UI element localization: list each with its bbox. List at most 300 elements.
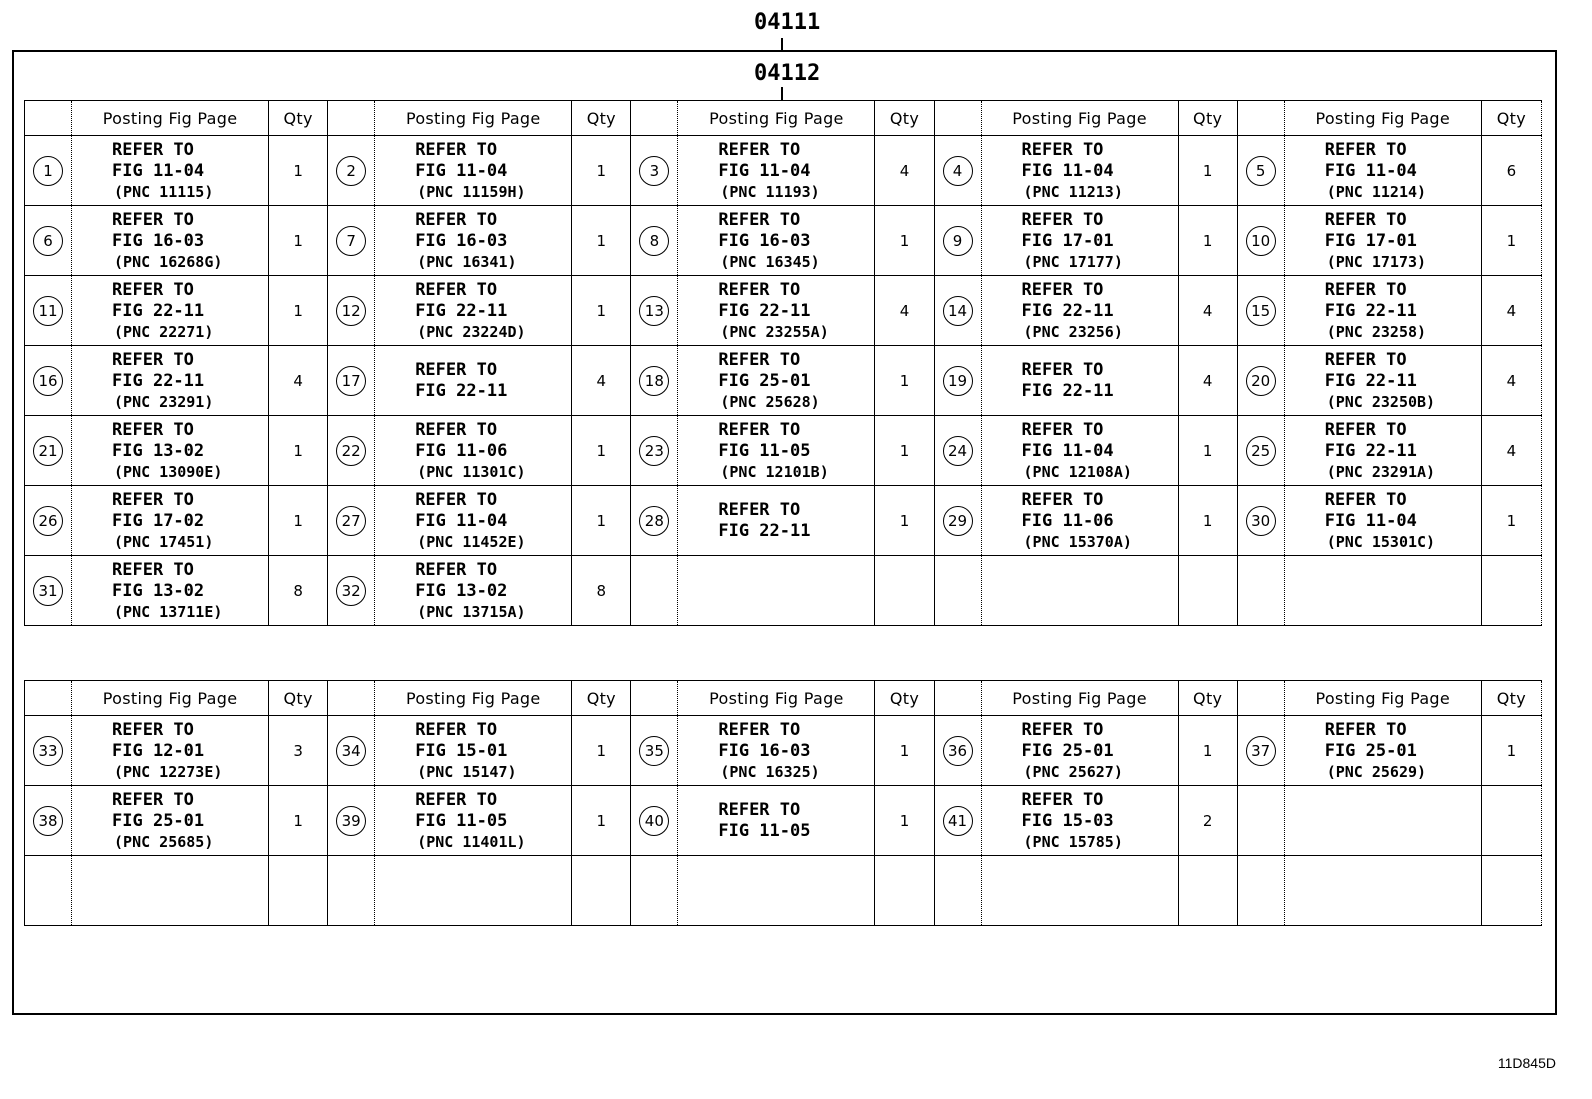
item-number-cell [1237,346,1284,416]
item-reference-cell [1284,856,1481,926]
qty-value: 1 [293,161,303,180]
pnc-code: (PNC 25628) [720,392,820,411]
item-qty-cell [572,276,631,346]
item-qty-cell [269,786,328,856]
item-reference-cell [375,276,572,346]
item-reference-cell [375,856,572,926]
item-reference-cell [981,716,1178,786]
header-number-cell [934,101,981,136]
refer-to-text: REFER TO [1324,139,1407,160]
item-reference-cell [981,276,1178,346]
item-qty-cell [1481,786,1541,856]
item-qty-cell [1481,346,1541,416]
pnc-code: (PNC 15785) [1023,832,1123,851]
item-number-cell [25,136,72,206]
header-qty-cell: Qty [269,101,328,136]
table-row [25,416,1542,486]
item-number-circle: 37 [1246,736,1276,766]
refer-to-text: REFER TO [1324,349,1407,370]
pnc-code: (PNC 25685) [114,832,214,851]
item-qty-cell [1481,206,1541,276]
item-number-cell [25,716,72,786]
item-number-cell [934,786,981,856]
item-reference-cell [678,486,875,556]
header-number-cell [25,101,72,136]
item-qty-cell [269,486,328,556]
refer-to-text: REFER TO [415,279,498,300]
qty-value: 1 [596,161,607,180]
fig-reference: FIG 22-11 [112,300,205,321]
item-reference-cell [981,206,1178,276]
item-reference-cell [375,486,572,556]
refer-to-text: REFER TO [112,419,194,440]
item-number-circle: 4 [943,156,973,186]
inner-group-label: 04112 [754,61,821,86]
diagram-code: 11D845D [1497,1055,1556,1071]
qty-value: 6 [1506,161,1517,180]
item-number-circle: 12 [336,296,366,326]
qty-value: 1 [899,231,910,250]
fig-reference: FIG 13-02 [112,580,205,601]
refer-to-text: REFER TO [415,139,498,160]
item-number-cell [1237,716,1284,786]
item-number-circle: 9 [943,226,973,256]
fig-reference: FIG 16-03 [718,230,811,251]
refer-to-text: REFER TO [415,489,498,510]
refer-to-text: REFER TO [718,419,801,440]
fig-reference: FIG 22-11 [718,520,811,541]
fig-reference: FIG 16-03 [415,230,508,251]
item-qty-cell [572,556,631,626]
refer-to-text: REFER TO [415,209,498,230]
qty-value: 1 [1202,741,1213,760]
item-qty-cell [1178,276,1237,346]
item-reference-cell [72,556,269,626]
pnc-code: (PNC 23258) [1326,322,1427,341]
item-number-cell [25,416,72,486]
refer-to-text: REFER TO [1324,719,1407,740]
item-number-cell [631,786,678,856]
header-number-cell [1237,101,1284,136]
refer-to-text: REFER TO [1021,209,1104,230]
qty-value: 1 [293,441,303,460]
item-qty-cell [1481,136,1541,206]
item-qty-cell [1178,486,1237,556]
item-number-cell [328,486,375,556]
header-fig-cell: Posting Fig Page [981,101,1178,136]
pnc-code: (PNC 22271) [114,322,214,341]
item-reference-cell [72,276,269,346]
item-number-cell [1237,786,1284,856]
pnc-code: (PNC 12273E) [114,762,223,781]
item-reference-cell [981,556,1178,626]
qty-value: 4 [899,161,910,180]
pnc-code: (PNC 17451) [114,532,214,551]
refer-to-text: REFER TO [1021,279,1104,300]
item-number-circle: 16 [33,366,63,396]
refer-to-text: REFER TO [1324,489,1407,510]
item-reference-cell [1284,206,1481,276]
qty-value: 1 [596,511,607,530]
refer-to-text: REFER TO [112,139,194,160]
refer-to-text: REFER TO [112,789,194,810]
fig-reference: FIG 22-11 [1021,380,1114,401]
item-number-cell [934,556,981,626]
item-number-circle: 26 [33,506,63,536]
item-qty-cell [875,486,934,556]
item-reference-cell [678,136,875,206]
item-number-cell [1237,206,1284,276]
pnc-code: (PNC 16325) [720,762,820,781]
item-qty-cell [269,556,328,626]
item-number-cell [1237,416,1284,486]
item-qty-cell [572,856,631,926]
header-qty-cell: Qty [875,681,934,716]
item-number-cell [631,276,678,346]
item-number-cell [934,486,981,556]
item-number-circle: 30 [1246,506,1276,536]
refer-to-text: REFER TO [718,209,801,230]
fig-reference: FIG 15-03 [1021,810,1114,831]
pnc-code: (PNC 11115) [114,182,214,201]
pnc-code: (PNC 15301C) [1326,532,1436,551]
item-number-cell [328,136,375,206]
item-reference-cell [375,206,572,276]
item-number-cell [25,276,72,346]
item-qty-cell [269,136,328,206]
item-number-circle: 40 [639,806,669,836]
item-number-cell [328,716,375,786]
item-reference-cell [1284,416,1481,486]
item-number-cell [25,346,72,416]
fig-reference: FIG 11-05 [718,440,811,461]
item-number-cell [1237,276,1284,346]
item-reference-cell [981,486,1178,556]
item-number-circle: 21 [33,436,63,466]
item-number-cell [631,856,678,926]
item-reference-cell [375,416,572,486]
header-fig-cell: Posting Fig Page [678,101,875,136]
item-reference-cell [1284,136,1481,206]
pnc-code: (PNC 13711E) [114,602,223,621]
fig-reference: FIG 17-01 [1021,230,1114,251]
table-row [25,206,1542,276]
table-row [25,856,1542,926]
pnc-code: (PNC 25629) [1326,762,1427,781]
pnc-code: (PNC 16345) [720,252,820,271]
pnc-code: (PNC 13715A) [417,602,526,621]
header-qty-cell: Qty [1178,681,1237,716]
qty-value: 1 [293,231,303,250]
item-qty-cell [269,716,328,786]
item-reference-cell [678,716,875,786]
qty-value: 4 [899,301,910,320]
item-reference-cell [981,416,1178,486]
item-number-cell [631,556,678,626]
refer-to-text: REFER TO [415,419,498,440]
item-number-cell [1237,486,1284,556]
item-reference-cell [72,416,269,486]
item-number-cell [328,276,375,346]
fig-reference: FIG 11-04 [1021,160,1114,181]
fig-reference: FIG 16-03 [112,230,205,251]
item-reference-cell [1284,556,1481,626]
item-number-circle: 5 [1246,156,1276,186]
fig-reference: FIG 13-02 [112,440,205,461]
item-number-circle: 29 [943,506,973,536]
header-qty-cell: Qty [1178,101,1237,136]
item-number-cell [25,786,72,856]
refer-to-text: REFER TO [718,279,801,300]
item-number-cell [328,786,375,856]
refer-to-text: REFER TO [1021,139,1104,160]
item-qty-cell [269,856,328,926]
item-reference-cell [981,136,1178,206]
refer-to-text: REFER TO [415,719,498,740]
item-reference-cell [375,136,572,206]
header-number-cell [328,681,375,716]
item-qty-cell [1178,856,1237,926]
item-number-cell [631,486,678,556]
fig-reference: FIG 11-06 [1021,510,1114,531]
item-qty-cell [875,716,934,786]
item-number-circle: 39 [336,806,366,836]
fig-reference: FIG 25-01 [1324,740,1417,761]
pnc-code: (PNC 16341) [417,252,517,271]
item-number-circle: 23 [639,436,669,466]
refer-to-text: REFER TO [1324,419,1407,440]
item-qty-cell [875,416,934,486]
item-number-cell [631,716,678,786]
item-number-circle: 27 [336,506,366,536]
item-qty-cell [875,556,934,626]
qty-value: 1 [899,811,910,830]
item-qty-cell [1178,416,1237,486]
refer-to-text: REFER TO [718,799,801,820]
header-number-cell [1237,681,1284,716]
header-number-cell [631,681,678,716]
qty-value: 1 [293,511,303,530]
pnc-code: (PNC 23256) [1023,322,1123,341]
pnc-code: (PNC 11159H) [417,182,526,201]
item-number-circle: 41 [943,806,973,836]
qty-value: 1 [1506,231,1517,250]
item-number-circle: 20 [1246,366,1276,396]
item-reference-cell [981,346,1178,416]
item-number-circle: 19 [943,366,973,396]
item-number-cell [25,486,72,556]
item-number-circle: 17 [336,366,366,396]
fig-reference: FIG 11-04 [718,160,811,181]
item-number-circle: 10 [1246,226,1276,256]
header-fig-cell: Posting Fig Page [1284,101,1481,136]
refer-to-text: REFER TO [112,209,194,230]
pnc-code: (PNC 11301C) [417,462,526,481]
reference-table-2 [24,680,1542,926]
table1-header-row [25,101,1542,136]
item-reference-cell [981,786,1178,856]
table-row [25,276,1542,346]
header-number-cell [328,101,375,136]
item-number-circle: 32 [336,576,366,606]
item-reference-cell [678,346,875,416]
header-qty-cell: Qty [572,681,631,716]
item-qty-cell [875,856,934,926]
qty-value: 1 [1202,231,1213,250]
item-reference-cell [72,346,269,416]
item-reference-cell [678,416,875,486]
item-number-circle: 35 [639,736,669,766]
pnc-code: (PNC 15147) [417,762,517,781]
item-qty-cell [1481,716,1541,786]
table2-header-row [25,681,1542,716]
refer-to-text: REFER TO [1021,419,1104,440]
qty-value: 8 [293,581,303,600]
item-reference-cell [72,856,269,926]
item-reference-cell [72,486,269,556]
pnc-code: (PNC 23291A) [1326,462,1436,481]
item-qty-cell [572,346,631,416]
table-row [25,786,1542,856]
qty-value: 4 [1506,441,1517,460]
item-number-cell [328,856,375,926]
header-fig-cell: Posting Fig Page [678,681,875,716]
item-reference-cell [375,556,572,626]
qty-value: 4 [1506,371,1517,390]
qty-value: 3 [293,741,303,760]
fig-reference: FIG 11-04 [1021,440,1114,461]
item-qty-cell [572,416,631,486]
fig-reference: FIG 11-04 [415,160,508,181]
item-qty-cell [1178,716,1237,786]
item-number-circle: 38 [33,806,63,836]
item-qty-cell [1178,556,1237,626]
pnc-code: (PNC 23255A) [720,322,829,341]
fig-reference: FIG 16-03 [718,740,811,761]
table-row [25,556,1542,626]
item-number-cell [934,346,981,416]
inner-leader-line [781,87,783,101]
pnc-code: (PNC 15370A) [1023,532,1132,551]
item-number-circle: 6 [33,226,63,256]
pnc-code: (PNC 13090E) [114,462,223,481]
fig-reference: FIG 12-01 [112,740,205,761]
item-number-circle: 14 [943,296,973,326]
item-reference-cell [375,346,572,416]
item-qty-cell [875,786,934,856]
pnc-code: (PNC 11213) [1023,182,1123,201]
item-number-cell [25,856,72,926]
item-qty-cell [572,716,631,786]
item-number-circle: 28 [639,506,669,536]
item-number-cell [631,206,678,276]
item-number-circle: 1 [33,156,63,186]
item-reference-cell [678,856,875,926]
refer-to-text: REFER TO [1324,279,1407,300]
fig-reference: FIG 17-01 [1324,230,1417,251]
header-fig-cell: Posting Fig Page [1284,681,1481,716]
item-qty-cell [1481,276,1541,346]
pnc-code: (PNC 11214) [1326,182,1427,201]
item-qty-cell [1178,786,1237,856]
item-qty-cell [1178,136,1237,206]
item-number-circle: 34 [336,736,366,766]
fig-reference: FIG 22-11 [415,300,508,321]
header-fig-cell: Posting Fig Page [981,681,1178,716]
item-number-cell [25,206,72,276]
qty-value: 1 [596,741,607,760]
qty-value: 1 [293,301,303,320]
item-reference-cell [72,716,269,786]
qty-value: 8 [596,581,607,600]
pnc-code: (PNC 16268G) [114,252,223,271]
item-number-cell [1237,856,1284,926]
item-number-cell [328,556,375,626]
qty-value: 1 [1202,161,1213,180]
item-reference-cell [72,206,269,276]
qty-value: 4 [596,371,607,390]
fig-reference: FIG 22-11 [112,370,205,391]
qty-value: 4 [293,371,303,390]
fig-reference: FIG 15-01 [415,740,508,761]
item-number-cell [934,136,981,206]
outer-group-label: 04111 [754,10,821,35]
item-number-circle: 13 [639,296,669,326]
fig-reference: FIG 22-11 [1021,300,1114,321]
qty-value: 1 [899,441,910,460]
item-qty-cell [1178,206,1237,276]
pnc-code: (PNC 12101B) [720,462,829,481]
fig-reference: FIG 11-04 [1324,510,1417,531]
item-number-circle: 25 [1246,436,1276,466]
fig-reference: FIG 25-01 [718,370,811,391]
item-qty-cell [572,206,631,276]
item-qty-cell [572,486,631,556]
item-reference-cell [678,556,875,626]
table-row [25,486,1542,556]
pnc-code: (PNC 23224D) [417,322,526,341]
item-number-circle: 3 [639,156,669,186]
item-number-cell [631,416,678,486]
refer-to-text: REFER TO [112,279,194,300]
pnc-code: (PNC 23291) [114,392,214,411]
fig-reference: FIG 11-04 [1324,160,1417,181]
item-qty-cell [1481,856,1541,926]
refer-to-text: REFER TO [1021,489,1104,510]
refer-to-text: REFER TO [1021,719,1104,740]
table-row [25,716,1542,786]
header-qty-cell: Qty [1481,101,1541,136]
qty-value: 4 [1202,371,1213,390]
refer-to-text: REFER TO [112,489,194,510]
header-fig-cell: Posting Fig Page [375,101,572,136]
item-number-cell [1237,556,1284,626]
table-row [25,346,1542,416]
item-qty-cell [572,136,631,206]
item-reference-cell [678,206,875,276]
item-qty-cell [572,786,631,856]
fig-reference: FIG 17-02 [112,510,205,531]
fig-reference: FIG 11-04 [112,160,205,181]
fig-reference: FIG 25-01 [1021,740,1114,761]
header-fig-cell: Posting Fig Page [72,681,269,716]
item-reference-cell [1284,276,1481,346]
item-number-cell [934,416,981,486]
item-reference-cell [678,786,875,856]
refer-to-text: REFER TO [112,719,194,740]
header-number-cell [25,681,72,716]
item-reference-cell [1284,486,1481,556]
